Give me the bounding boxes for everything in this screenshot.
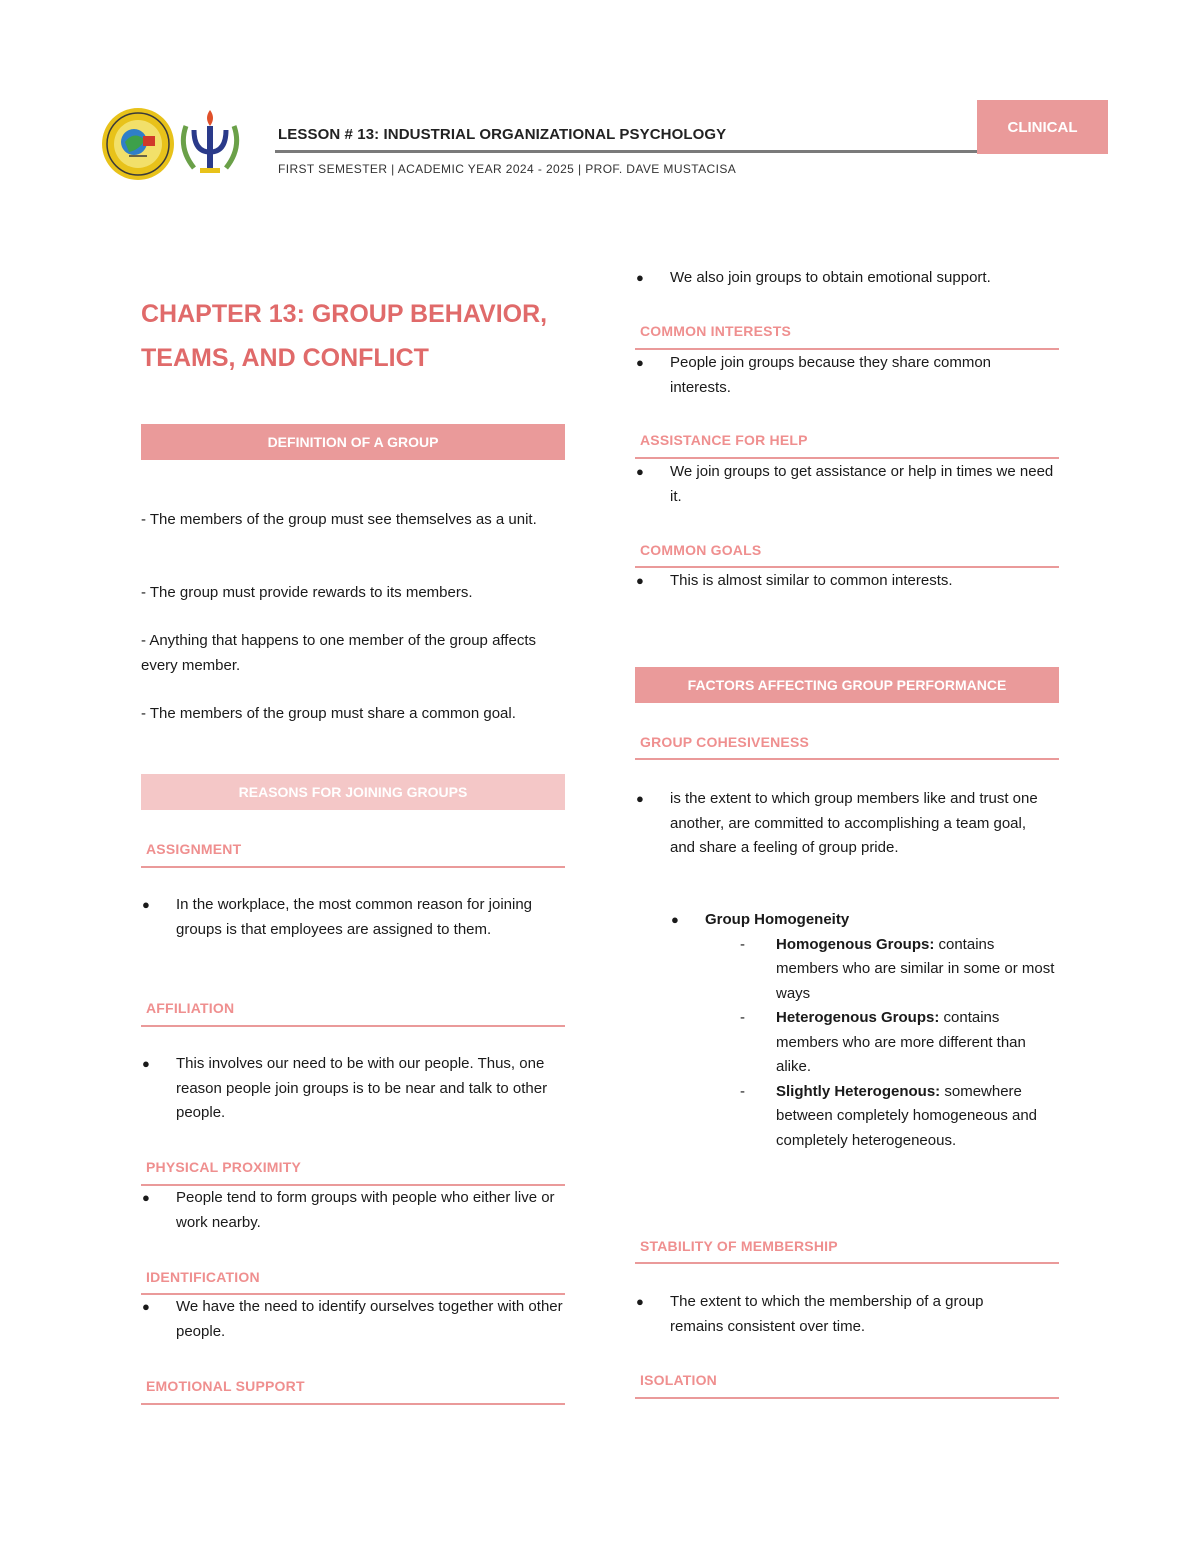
common-interests-list — [635, 351, 1035, 400]
cohesiveness-list — [635, 787, 1055, 861]
bullet-icon: ● — [142, 897, 150, 912]
definition-item-2: - The group must provide rewards to its members. — [141, 584, 473, 601]
list-item: ● People join groups because they share common interests. — [635, 351, 1035, 400]
common-interests-rule — [635, 348, 1059, 350]
stability-rule — [635, 1262, 1059, 1264]
identification-heading: IDENTIFICATION — [146, 1269, 260, 1285]
assistance-rule — [635, 457, 1059, 459]
assignment-heading: ASSIGNMENT — [146, 841, 242, 857]
university-seal-logo — [101, 106, 175, 182]
definition-item-4: - The members of the group must share a common goal. — [141, 705, 516, 722]
definition-item-3: - Anything that happens to one member of the group affects every member. — [141, 632, 536, 674]
psychology-psi-logo — [176, 106, 244, 180]
heterogenous-groups-item: - Heterogenous Groups: contains members who are more different than alike. — [740, 1009, 1026, 1075]
physical-proximity-list — [141, 1186, 561, 1235]
assistance-list — [635, 460, 1055, 509]
bullet-icon: ● — [636, 1294, 644, 1309]
cohesiveness-rule — [635, 758, 1059, 760]
homogeneity-title: Group Homogeneity — [705, 911, 850, 928]
slightly-heterogenous-item: - Slightly Heterogenous: somewhere between completely homogeneous and completely heterogeneous. — [740, 1082, 1038, 1149]
homogenous-groups-item: - Homogenous Groups: contains members who are similar in some or most ways — [740, 935, 1055, 1002]
homogeneity-types — [740, 933, 1060, 1154]
bullet-icon: ● — [142, 1056, 150, 1071]
affiliation-heading: AFFILIATION — [146, 1000, 235, 1016]
stability-list — [635, 1290, 1035, 1339]
clinical-tab: CLINICAL — [977, 100, 1108, 154]
list-item: ● We join groups to get assistance or help in times we need it. — [635, 460, 1055, 509]
reasons-banner: REASONS FOR JOINING GROUPS — [141, 774, 565, 810]
lesson-title: LESSON # 13: INDUSTRIAL ORGANIZATIONAL PSYCHOLOGY — [278, 126, 727, 143]
emotional-support-list — [635, 266, 1059, 291]
affiliation-rule — [141, 1025, 565, 1027]
factors-banner: FACTORS AFFECTING GROUP PERFORMANCE — [635, 667, 1059, 703]
bullet-icon: ● — [142, 1190, 150, 1205]
homogeneity-title-row — [670, 908, 1060, 933]
isolation-rule — [635, 1397, 1059, 1399]
common-interests-heading: COMMON INTERESTS — [640, 323, 791, 339]
homogeneity-block — [670, 908, 1060, 1153]
list-item: ● is the extent to which group members like and trust one another, are committed to accomplishing a team goal, and share a feeling of group pride. — [635, 787, 1055, 861]
bullet-icon: ● — [636, 270, 644, 285]
definition-item-1: - The members of the group must see themselves as a unit. — [141, 511, 537, 528]
chapter-title: CHAPTER 13: GROUP BEHAVIOR, TEAMS, AND CONFLICT — [141, 300, 548, 372]
affiliation-list — [141, 1052, 561, 1126]
assistance-heading: ASSISTANCE FOR HELP — [640, 432, 808, 448]
definition-banner: DEFINITION OF A GROUP — [141, 424, 565, 460]
stability-heading: STABILITY OF MEMBERSHIP — [640, 1238, 838, 1254]
emotional-support-heading: EMOTIONAL SUPPORT — [146, 1378, 305, 1394]
assignment-rule — [141, 866, 565, 868]
list-item: ● This is almost similar to common interests. — [635, 569, 1059, 594]
list-item: ● We have the need to identify ourselves together with other people. — [141, 1295, 565, 1344]
bullet-icon: ● — [636, 573, 644, 588]
list-item: ● This involves our need to be with our people. Thus, one reason people join groups is to be near and talk to other people. — [141, 1052, 561, 1126]
emotional-support-rule — [141, 1403, 565, 1405]
common-goals-rule — [635, 566, 1059, 568]
bullet-icon: ● — [636, 355, 644, 370]
header-divider — [275, 150, 977, 153]
bullet-icon: ● — [142, 1299, 150, 1314]
list-item: ● We also join groups to obtain emotional support. — [635, 266, 1059, 291]
common-goals-list — [635, 569, 1059, 594]
bullet-icon: ● — [636, 791, 644, 806]
cohesiveness-heading: GROUP COHESIVENESS — [640, 734, 810, 750]
list-item: ● In the workplace, the most common reason for joining groups is that employees are assigned to them. — [141, 893, 561, 942]
list-item: ● The extent to which the membership of a group remains consistent over time. — [635, 1290, 1035, 1339]
bullet-icon: ● — [671, 912, 679, 927]
isolation-heading: ISOLATION — [640, 1372, 717, 1388]
header-subtitle: FIRST SEMESTER | ACADEMIC YEAR 2024 - 2025 | PROF. DAVE MUSTACISA — [278, 162, 737, 176]
list-item: ● People tend to form groups with people who either live or work nearby. — [141, 1186, 561, 1235]
bullet-icon: ● — [636, 464, 644, 479]
physical-proximity-heading: PHYSICAL PROXIMITY — [146, 1159, 302, 1175]
common-goals-heading: COMMON GOALS — [640, 542, 762, 558]
identification-list — [141, 1295, 565, 1344]
assignment-list — [141, 893, 561, 942]
